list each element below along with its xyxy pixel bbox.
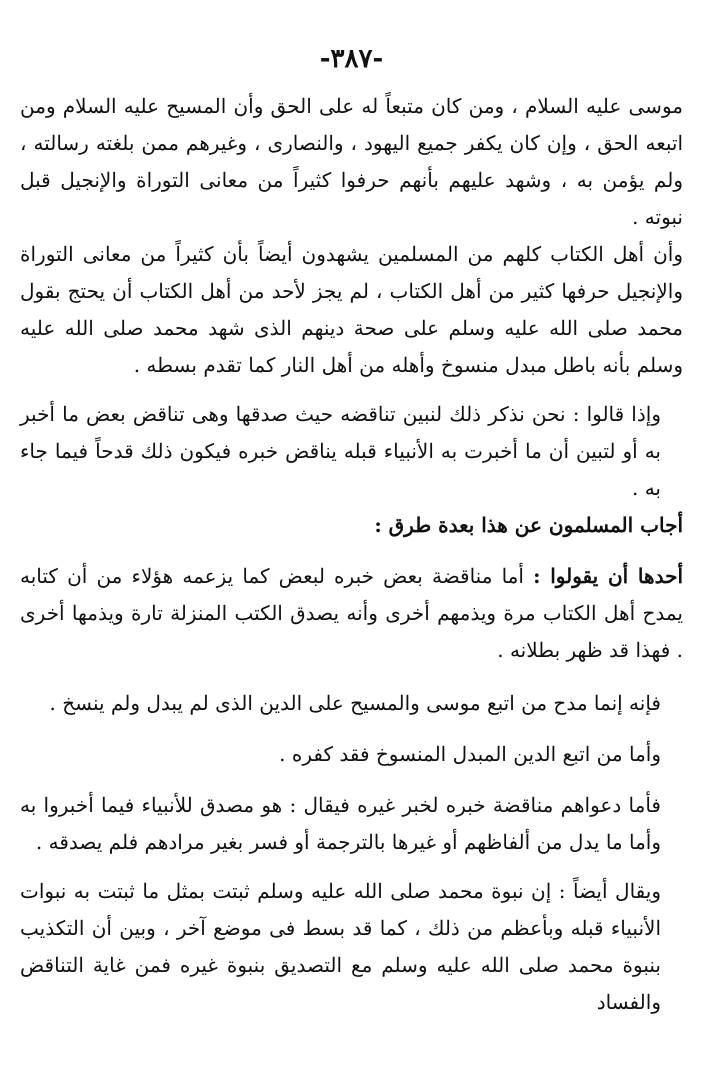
paragraph-6: وأما من اتبع الدين المبدل المنسوخ فقد كفره .: [279, 742, 661, 766]
paragraph-7: [20, 787, 683, 861]
paragraph-4: [20, 558, 683, 669]
paragraph-7-lead: فأما دعواهم مناقضة خبره لخبر غيره فيقال :: [289, 793, 661, 817]
paragraph-1: موسى عليه السلام ، ومن كان متبعاً له على الحق وأن المسيح عليه السلام ومن اتبعه الحق ، وإن كان يكفر جميع اليهود ، والنصارى ، وغيرهم ممن بلغته رسالته ، ولم يؤمن به ، وشهد عليهم بأنهم حرفوا كثيراً من معانى التوراة والإنجيل قبل نبوته .: [20, 94, 683, 229]
paragraph-7-rest: هو مصدق للأنبياء فيما أخبروا به وأما ما يدل من ألفاظهم أو غيرها بالترجمة أو فسر بغير مرادهم فلم يصدقه .: [20, 793, 661, 854]
paragraph-8: ويقال أيضاً : إن نبوة محمد صلى الله عليه وسلم ثبتت بمثل ما ثبتت به نبوات الأنبياء قبله وبأعظم من ذلك ، كما قد بسط فى موضع آخر ، وبين أن التكذيب بنبوة محمد صلى الله عليه وسلم مع التصديق بنبوة غيره فمن غاية التناقض والفساد: [20, 879, 662, 1014]
paragraph-5: فإنه إنما مدح من اتبع موسى والمسيح على الدين الذى لم يبدل ولم ينسخ .: [49, 691, 661, 715]
paragraph-4-lead: أحدها أن يقولوا :: [533, 564, 683, 588]
paragraph-2: وأن أهل الكتاب كلهم من المسلمين يشهدون أيضاً بأن كثيراً من معانى التوراة والإنجيل حرفها كثير من أهل الكتاب ، لم يجز لأحد من أهل الكتاب أن يحتج بقول محمد صلى الله عليه وسلم على صحة دينهم الذى شهد محمد صلى الله عليه وسلم بأنه باطل مبدل منسوخ وأهله من أهل النار كما تقدم بسطه .: [20, 242, 683, 377]
body-text: [20, 88, 683, 1021]
paragraph-3: وإذا قالوا : نحن نذكر ذلك لنبين تناقضه حيث صدقها وهى تناقض بعض ما أخبر به أو لتبين أن ما أخبرت به الأنبياء قبله يناقض خبره فيكون ذلك قدحاً فيما جاء به .: [20, 402, 661, 500]
paragraph-4-rest: أما مناقضة بعض خبره لبعض كما يزعمه هؤلاء من أن كتابه يمدح أهل الكتاب مرة ويذمهم أخرى وأنه يصدق الكتب المنزلة تارة ويذمها أخرى . فهذا قد ظهر بطلانه .: [20, 564, 683, 662]
page-number: -٣٨٧-: [319, 44, 384, 74]
section-heading: أجاب المسلمون عن هذا بعدة طرق :: [374, 513, 683, 537]
